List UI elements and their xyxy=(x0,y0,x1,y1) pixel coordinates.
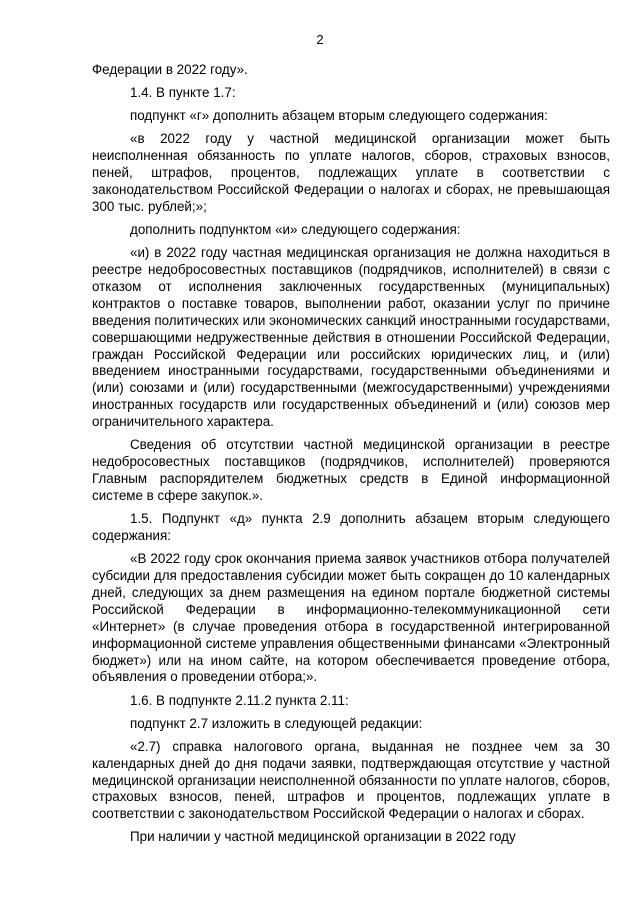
paragraph-item-1-6: 1.6. В подпункте 2.11.2 пункта 2.11: xyxy=(130,692,349,708)
paragraph-continues: При наличии у частной медицинской организации в 2022 году xyxy=(130,829,516,845)
document-body xyxy=(92,62,610,846)
paragraph-quote-g: «в 2022 году у частной медицинской организации может быть неисполненная обязанность по уплате налогов, сборов, страховых взносов, пеней, штрафов, процентов, подлежащих уплате в соответствии с законодательством Российской Федерации о налогах и сборах, не превышающая 300 тыс. рублей;»; xyxy=(92,131,610,214)
paragraph-registry-check: Сведения об отсутствии частной медицинской организации в реестре недобросовестных поставщиков (подрядчиков, исполнителей) проверяются Главным распорядителем бюджетных средств в Единой информационной системе в сфере закупок.». xyxy=(92,437,610,503)
paragraph-item-1-4: 1.4. В пункте 1.7: xyxy=(130,85,236,101)
page-number: 2 xyxy=(316,32,324,47)
paragraph-quote-2-7: «2.7) справка налогового органа, выданная не позднее чем за 30 календарных дней до дня подачи заявки, подтверждающая отсутствие у частной медицинской организации неисполненной обязанности по уплате налогов, сборов, страховых взносов, пеней, штрафов и процентов, подлежащих уплате в соответствии с законодательством Российской Федерации о налогах и сборах. xyxy=(92,738,610,822)
paragraph-subitem-g: подпункт «г» дополнить абзацем вторым следующего содержания: xyxy=(130,108,548,124)
paragraph-quote-i: «и) в 2022 году частная медицинская организация не должна находиться в реестре недобросовестных поставщиков (подрядчиков, исполнителей) в связи с отказом от исполнения заключенных государственных (муниципальных) контрактов о поставке товаров, выполнении работ, оказании услуг по причине введения политических или экономических санкций иностранными государствами, совершающими недружественные действия в отношении Российской Федерации, граждан Российской Федерации или российских юридических лиц, и (или) введением иностранными государствами, государственными объединениями и (или) союзами и (или) государственными (межгосударственными) учреждениями иностранных государств или государственных объединений и (или) союзов мер ограничительного характера. xyxy=(92,245,610,430)
paragraph-quote-d: «В 2022 году срок окончания приема заявок участников отбора получателей субсидии для предоставления субсидии может быть сокращен до 10 календарных дней, следующих за днем размещения на едином портале бюджетной системы Российской Федерации в информационно-телекоммуникационной сети «Интернет» (в случае проведения отбора в государственной интегрированной информационной системе управления общественными финансами «Электронный бюджет») или на ином сайте, на котором обеспечивается проведение отбора, объявления о проведении отбора;». xyxy=(92,551,610,685)
paragraph-continuation: Федерации в 2022 году». xyxy=(92,62,248,77)
paragraph-item-1-5: 1.5. Подпункт «д» пункта 2.9 дополнить абзацем вторым следующего содержания: xyxy=(92,511,610,543)
paragraph-subitem-2-7: подпункт 2.7 изложить в следующей редакции: xyxy=(130,715,423,731)
paragraph-subitem-i: дополнить подпунктом «и» следующего содержания: xyxy=(130,222,461,237)
